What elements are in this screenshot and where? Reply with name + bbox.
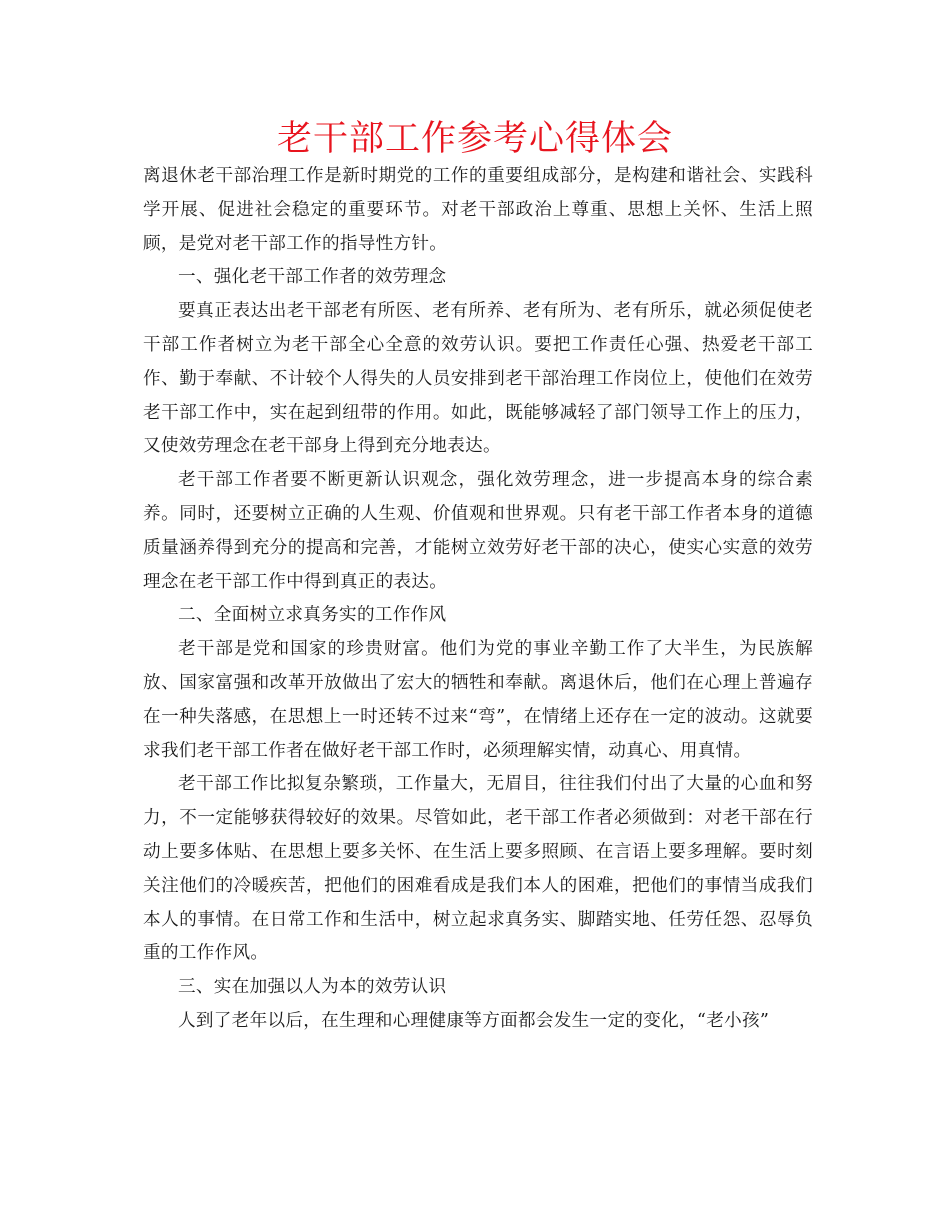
paragraph: 老干部工作比拟复杂繁琐，工作量大，无眉目，往往我们付出了大量的心血和努力，不一定能够获得较好的效果。尽管如此，老干部工作者必须做到：对老干部在行动上要多体贴、在思想上要多关怀、在生活上要多照顾、在言语上要多理解。要时刻关注他们的冷暖疾苦，把他们的困难看成是我们本人的困难，把他们的事情当成我们本人的事情。在日常工作和生活中，树立起求真务实、脚踏实地、任劳任怨、忍辱负重的工作作风。 bbox=[143, 774, 813, 964]
section-heading-1: 一、强化老干部工作者的效劳理念 bbox=[178, 267, 447, 288]
document-body bbox=[143, 160, 813, 1039]
document-title: 老干部工作参考心得体会 bbox=[276, 119, 673, 159]
paragraph: 老干部是党和国家的珍贵财富。他们为党的事业辛勤工作了大半生，为民族解放、国家富强和改革开放做出了宏大的牺牲和奉献。离退休后，他们在心理上普遍存在一种失落感，在思想上一时还转不过来“弯”，在情绪上还存在一定的波动。这就要求我们老干部工作者在做好老干部工作时，必须理解实情，动真心、用真情。 bbox=[143, 639, 813, 761]
paragraph: 要真正表达出老干部老有所医、老有所养、老有所为、老有所乐，就必须促使老干部工作者树立为老干部全心全意的效劳认识。要把工作责任心强、热爱老干部工作、勤于奉献、不计较个人得失的人员安排到老干部治理工作岗位上，使他们在效劳老干部工作中，实在起到纽带的作用。如此，既能够减轻了部门领导工作上的压力，又使效劳理念在老干部身上得到充分地表达。 bbox=[143, 301, 813, 457]
section-heading-3: 三、实在加强以人为本的效劳认识 bbox=[178, 977, 447, 998]
paragraph-intro: 离退休老干部治理工作是新时期党的工作的重要组成部分，是构建和谐社会、实践科学开展、促进社会稳定的重要环节。对老干部政治上尊重、思想上关怀、生活上照顾，是党对老干部工作的指导性方针。 bbox=[143, 166, 813, 254]
paragraph: 老干部工作者要不断更新认识观念，强化效劳理念，进一步提高本身的综合素养。同时，还要树立正确的人生观、价值观和世界观。只有老干部工作者本身的道德质量涵养得到充分的提高和完善，才能树立效劳好老干部的决心，使实心实意的效劳理念在老干部工作中得到真正的表达。 bbox=[143, 470, 813, 592]
paragraph: 人到了老年以后，在生理和心理健康等方面都会发生一定的变化，“老小孩” bbox=[178, 1010, 770, 1031]
section-heading-2: 二、全面树立求真务实的工作作风 bbox=[178, 605, 447, 626]
